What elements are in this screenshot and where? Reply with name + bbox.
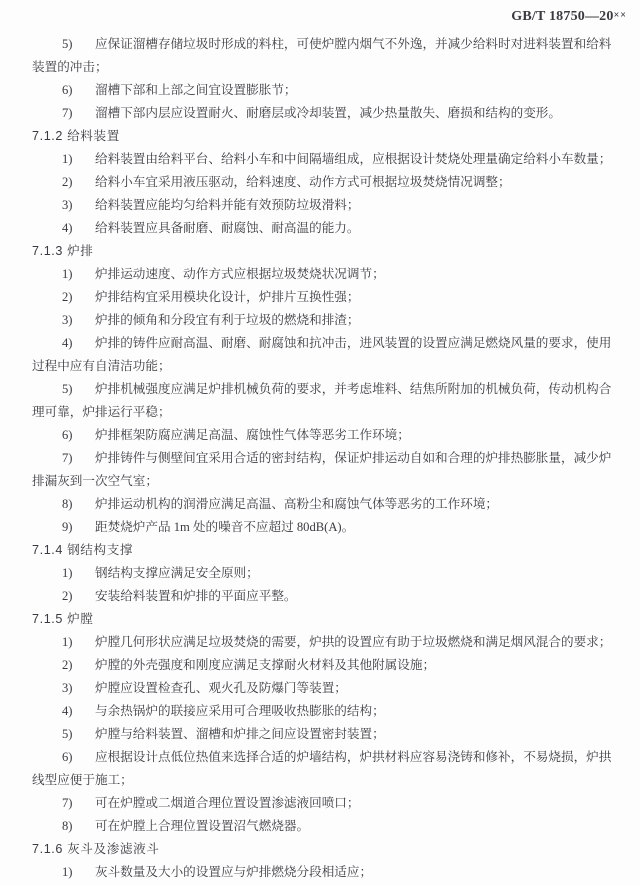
section-heading: 7.1.3 炉排 bbox=[32, 244, 94, 258]
item-text: 炉排铸件与侧壁间宜采用合适的密封结构，保证炉排运动自如和合理的炉排热膨胀量，减少炉 bbox=[95, 451, 612, 465]
item-number: 3) bbox=[62, 198, 73, 212]
section-heading: 7.1.5 炉膛 bbox=[32, 612, 94, 626]
item-text: 炉膛的外壳强度和刚度应满足支撑耐火材料及其他附属设施； bbox=[95, 658, 436, 672]
list-item bbox=[32, 562, 612, 585]
standard-number: GB/T 18750—20 bbox=[511, 9, 614, 24]
item-text: 距焚烧炉产品 1m 处的噪音不应超过 80dB(A)。 bbox=[95, 520, 355, 534]
list-item bbox=[32, 332, 612, 355]
document-body bbox=[32, 33, 612, 884]
list-item bbox=[32, 194, 612, 217]
continuation-line: 装置的冲击； bbox=[32, 60, 108, 74]
item-text: 炉排结构宜采用模块化设计，炉排片互换性强； bbox=[95, 290, 360, 304]
item-text: 给料小车宜采用液压驱动，给料速度、动作方式可根据垃圾焚烧情况调整； bbox=[95, 175, 511, 189]
item-text: 炉膛几何形状应满足垃圾焚烧的需要，炉拱的设置应有助于垃圾燃烧和满足烟风混合的要求； bbox=[95, 635, 612, 649]
list-item bbox=[32, 424, 612, 447]
item-text: 钢结构支撑应满足安全原则； bbox=[95, 566, 259, 580]
item-number: 6) bbox=[62, 83, 73, 97]
item-number: 2) bbox=[62, 589, 73, 603]
list-item bbox=[32, 33, 612, 56]
item-text: 炉排运动速度、动作方式应根据垃圾焚烧状况调节； bbox=[95, 267, 385, 281]
list-item bbox=[32, 723, 612, 746]
item-text: 应根据设计点低位热值来选择合适的炉墙结构，炉拱材料应容易浇铸和修补，不易烧损，炉拱 bbox=[95, 750, 612, 764]
item-text: 给料装置应具备耐磨、耐腐蚀、耐高温的能力。 bbox=[95, 221, 360, 235]
list-item bbox=[32, 746, 612, 769]
item-text: 应保证溜槽存储垃圾时形成的料柱，可使炉膛内烟气不外逸，并减少给料时对进料装置和给料 bbox=[95, 37, 612, 51]
running-header bbox=[511, 9, 627, 25]
continuation-line: 排漏灰到一次空气室； bbox=[32, 474, 158, 488]
list-item bbox=[32, 217, 612, 240]
item-text: 安装给料装置和炉排的平面应平整。 bbox=[95, 589, 297, 603]
list-item bbox=[32, 516, 612, 539]
item-number: 4) bbox=[62, 336, 73, 350]
list-item bbox=[32, 861, 612, 884]
item-number: 8) bbox=[62, 497, 73, 511]
item-text: 炉排的铸件应耐高温、耐磨、耐腐蚀和抗冲击，进风装置的设置应满足燃烧风量的要求，使用 bbox=[95, 336, 612, 350]
continuation-line: 过程中应有自清洁功能； bbox=[32, 359, 171, 373]
item-text: 给料装置应能均匀给料并能有效预防垃圾滑料； bbox=[95, 198, 360, 212]
section-heading: 7.1.2 给料装置 bbox=[32, 129, 120, 143]
section-heading: 7.1.4 钢结构支撑 bbox=[32, 543, 134, 557]
section-heading: 7.1.6 灰斗及渗滤液斗 bbox=[32, 842, 160, 856]
item-text: 炉膛应设置检查孔、观火孔及防爆门等装置； bbox=[95, 681, 347, 695]
item-text: 可在炉膛上合理位置设置沼气燃烧器。 bbox=[95, 819, 310, 833]
list-item bbox=[32, 677, 612, 700]
list-item bbox=[32, 79, 612, 102]
item-number: 4) bbox=[62, 221, 73, 235]
list-item bbox=[32, 493, 612, 516]
item-number: 4) bbox=[62, 704, 73, 718]
item-number: 1) bbox=[62, 267, 73, 281]
list-item bbox=[32, 654, 612, 677]
item-number: 1) bbox=[62, 865, 73, 879]
item-number: 8) bbox=[62, 819, 73, 833]
item-text: 溜槽下部内层应设置耐火、耐磨层或冷却装置，减少热量散失、磨损和结构的变形。 bbox=[95, 106, 561, 120]
item-number: 2) bbox=[62, 175, 73, 189]
item-number: 3) bbox=[62, 681, 73, 695]
item-number: 7) bbox=[62, 796, 73, 810]
list-item bbox=[32, 102, 612, 125]
item-text: 给料装置由给料平台、给料小车和中间隔墙组成，应根据设计焚烧处理量确定给料小车数量； bbox=[95, 152, 612, 166]
item-text: 与余热锅炉的联接应采用可合理吸收热膨胀的结构； bbox=[95, 704, 385, 718]
item-text: 炉排运动机构的润滑应满足高温、高粉尘和腐蚀气体等恶劣的工作环境； bbox=[95, 497, 498, 511]
list-item bbox=[32, 792, 612, 815]
list-item bbox=[32, 378, 612, 401]
item-number: 9) bbox=[62, 520, 73, 534]
item-number: 1) bbox=[62, 152, 73, 166]
item-text: 可在炉膛或二烟道合理位置设置渗滤液回喷口； bbox=[95, 796, 360, 810]
item-number: 1) bbox=[62, 635, 73, 649]
list-item bbox=[32, 286, 612, 309]
list-item bbox=[32, 585, 612, 608]
list-item bbox=[32, 447, 612, 470]
item-text: 灰斗数量及大小的设置应与炉排燃烧分段相适应； bbox=[95, 865, 373, 879]
item-number: 1) bbox=[62, 566, 73, 580]
continuation-line: 理可靠，炉排运行平稳； bbox=[32, 405, 171, 419]
list-item bbox=[32, 309, 612, 332]
list-item bbox=[32, 263, 612, 286]
item-number: 5) bbox=[62, 727, 73, 741]
item-text: 炉排框架防腐应满足高温、腐蚀性气体等恶劣工作环境； bbox=[95, 428, 410, 442]
item-number: 5) bbox=[62, 37, 73, 51]
item-number: 5) bbox=[62, 382, 73, 396]
list-item bbox=[32, 815, 612, 838]
item-number: 2) bbox=[62, 658, 73, 672]
item-number: 7) bbox=[62, 106, 73, 120]
item-text: 炉排的倾角和分段宜有利于垃圾的燃烧和排渣； bbox=[95, 313, 360, 327]
list-item bbox=[32, 171, 612, 194]
item-number: 6) bbox=[62, 750, 73, 764]
item-number: 6) bbox=[62, 428, 73, 442]
list-item bbox=[32, 700, 612, 723]
continuation-line: 线型应便于施工； bbox=[32, 773, 133, 787]
item-number: 3) bbox=[62, 313, 73, 327]
item-text: 溜槽下部和上部之间宜设置膨胀节； bbox=[95, 83, 297, 97]
item-text: 炉膛与给料装置、溜槽和炉排之间应设置密封装置； bbox=[95, 727, 385, 741]
list-item bbox=[32, 148, 612, 171]
item-number: 7) bbox=[62, 451, 73, 465]
item-text: 炉排机械强度应满足炉排机械负荷的要求，并考虑堆料、结焦所附加的机械负荷，传动机构合 bbox=[95, 382, 612, 396]
list-item bbox=[32, 631, 612, 654]
standard-year-suffix: ×× bbox=[613, 10, 627, 21]
item-number: 2) bbox=[62, 290, 73, 304]
